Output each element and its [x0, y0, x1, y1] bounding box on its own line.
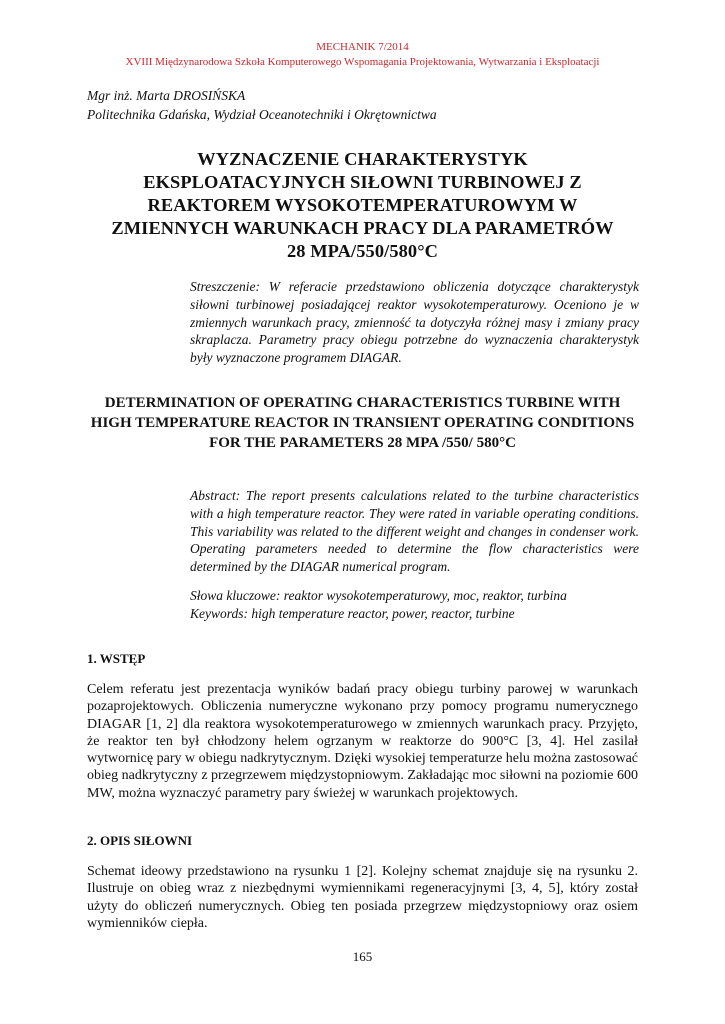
- section-heading-plant-description: 2. OPIS SIŁOWNI: [87, 833, 193, 848]
- author-affiliation: Politechnika Gdańska, Wydział Oceanotechniki i Okrętownictwa: [87, 107, 437, 122]
- section-heading-introduction: 1. WSTĘP: [87, 651, 146, 666]
- author-block: [87, 86, 437, 124]
- title-english: DETERMINATION OF OPERATING CHARACTERISTICS TURBINE WITH HIGH TEMPERATURE REACTOR IN TRANSIENT OPERATING CONDITIONS FOR THE PARAMETERS 28 MPA /550/ 580°C: [90, 395, 635, 451]
- section-text-introduction: Celem referatu jest prezentacja wyników badań pracy obiegu turbiny parowej w warunkach pozaprojektowych. Obliczenia numeryczne wykonano przy pomocy programu numerycznego DIAGAR [1, 2] dla reaktora wysokotemperaturowego w zmiennych warunkach pracy. Przyjęto, że reaktor ten był chłodzony helem ogrzanym w reaktorze do 900°C [3, 4]. Hel zasilał wytwornicę pary w obiegu nadkrytycznym. Dzięki wysokiej temperaturze helu można zastosować obieg nadkrytyczny z przegrzewem międzystopniowym. Zakładając moc siłowni na poziomie 600 MW, można wyznaczyć parametry pary świeżej w warunkach projektowych.: [87, 682, 638, 801]
- author-name: Mgr inż. Marta DROSIŃSKA: [87, 88, 246, 103]
- keywords-block: [190, 587, 639, 623]
- page-number: 165: [352, 949, 373, 964]
- journal-header: [0, 40, 725, 70]
- section-text-plant-description: Schemat ideowy przedstawiono na rysunku 1 [2]. Kolejny schemat znajduje się na rysunku 2. Ilustruje on obieg wraz z niezbędnymi wymiennikami regeneracyjnymi [3, 4, 5], który został użyty do obliczeń numerycznych. Obieg ten posiada przegrzew międzystopniowy oraz osiem wymienników ciepła.: [87, 864, 638, 931]
- keywords-polish: Słowa kluczowe: reaktor wysokotemperaturowy, moc, reaktor, turbina: [190, 588, 567, 603]
- abstract-english: Abstract: The report presents calculations related to the turbine characteristics with a high temperature reactor. They were rated in variable operating conditions. This variability was related to the different weight and changes in condenser work. Operating parameters needed to determine the flow characteristics were determined by the DIAGAR numerical program.: [190, 488, 639, 575]
- abstract-polish: Streszczenie: W referacie przedstawiono obliczenia dotyczące charakterystyk siłowni turbinowej posiadającej reaktor wysokotemperaturowy. Oceniono je w zmiennych warunkach pracy, zmienność ta dotyczyła różnej masy i zmiany pracy skraplacza. Parametry pracy obiegu potrzebne do wyznaczenia charakterystyk były wyznaczone programem DIAGAR.: [190, 279, 639, 366]
- journal-issue: MECHANIK 7/2014: [316, 41, 409, 53]
- conference-name: XVIII Międzynarodowa Szkoła Komputerowego Wspomagania Projektowania, Wytwarzania i Eksploatacji: [125, 56, 600, 68]
- keywords-english: Keywords: high temperature reactor, power, reactor, turbine: [190, 605, 515, 621]
- title-polish: WYZNACZENIE CHARAKTERYSTYK EKSPLOATACYJNYCH SIŁOWNI TURBINOWEJ Z REAKTOREM WYSOKOTEMPERATUROWYM W ZMIENNYCH WARUNKACH PRACY DLA PARAMETRÓW 28 MPA/550/580°C: [111, 149, 614, 261]
